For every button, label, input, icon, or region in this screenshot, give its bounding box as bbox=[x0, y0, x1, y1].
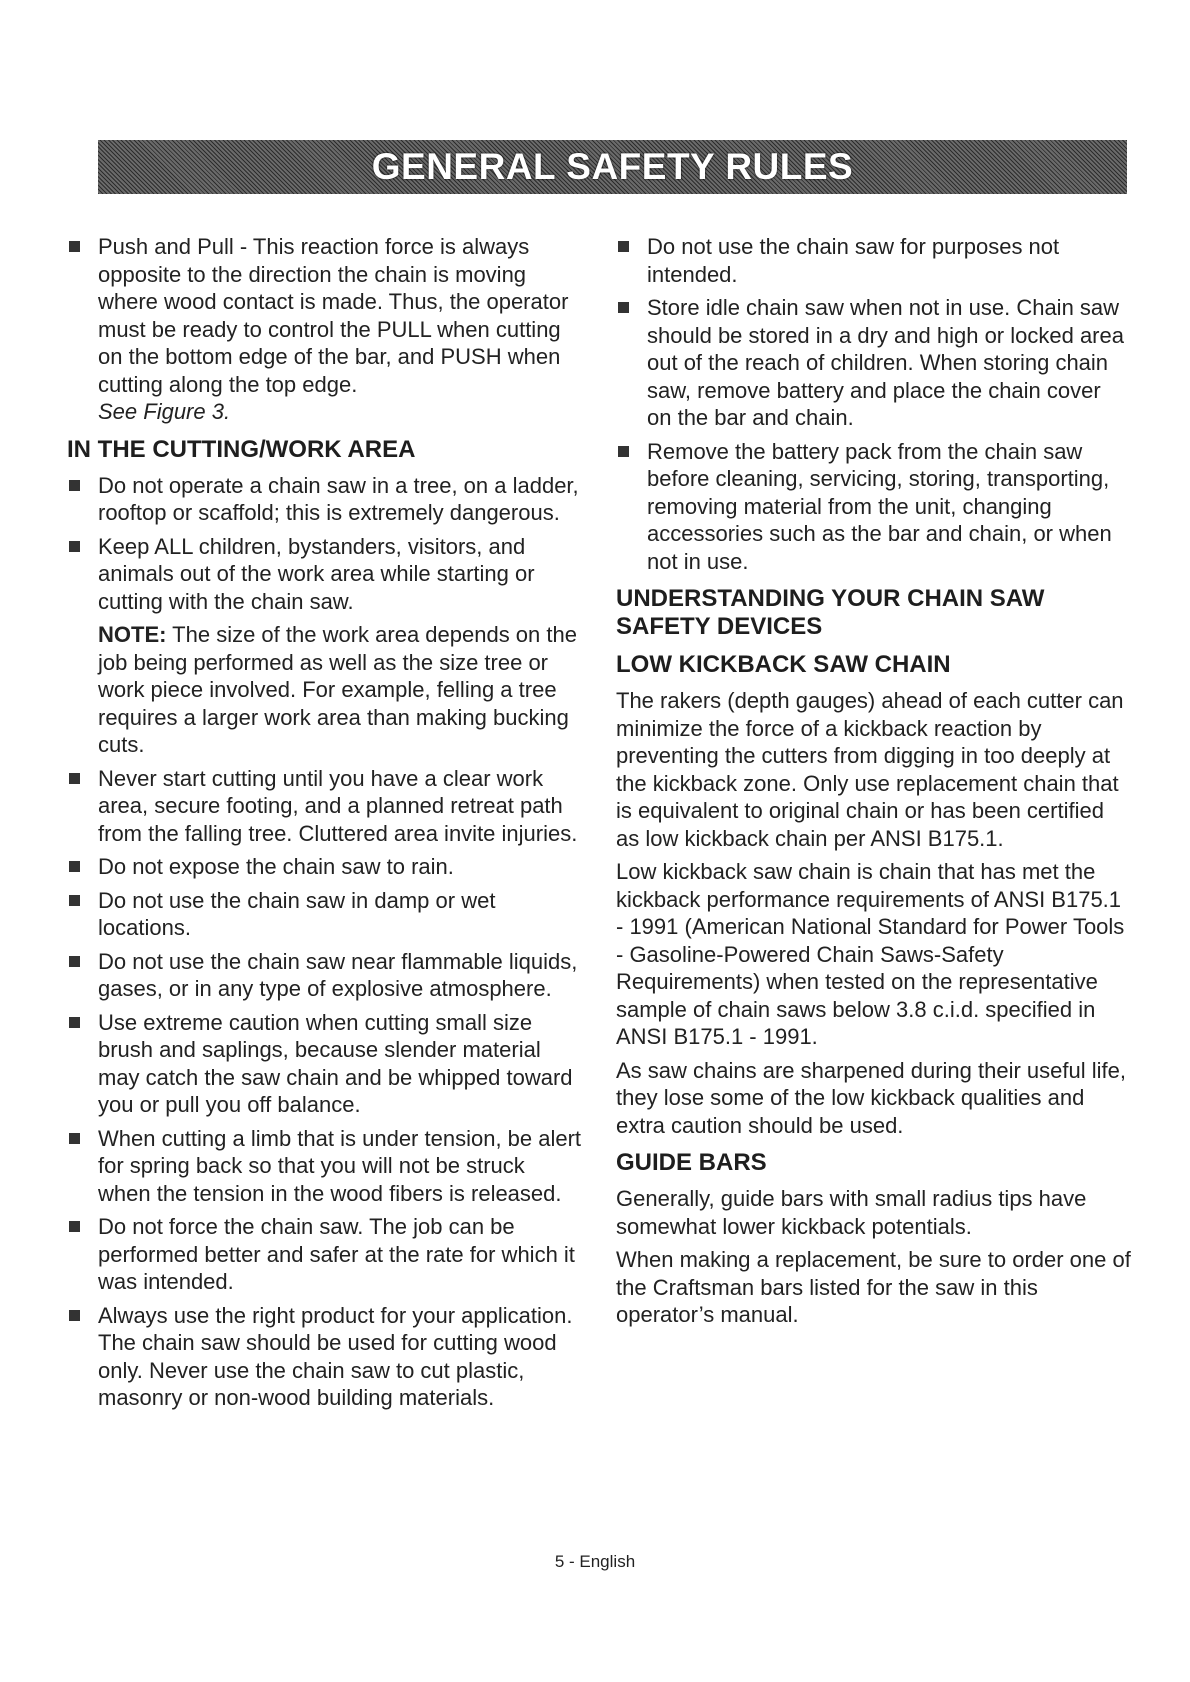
bullet-text: Do not use the chain saw near flammable liquids, gases, or in any type of explosive atmosphere. bbox=[98, 948, 578, 1001]
list-item bbox=[616, 233, 1131, 288]
figure-reference: See Figure 3. bbox=[98, 399, 231, 424]
section-heading-low-kickback: LOW KICKBACK SAW CHAIN bbox=[616, 651, 951, 678]
square-bullet-icon bbox=[69, 241, 80, 252]
bullet-text: Do not use the chain saw in damp or wet locations. bbox=[98, 887, 496, 940]
list-item bbox=[67, 472, 582, 527]
square-bullet-icon bbox=[69, 861, 80, 872]
list-item bbox=[67, 1213, 582, 1296]
bullet-text: Do not expose the chain saw to rain. bbox=[98, 854, 454, 879]
list-item bbox=[67, 1125, 582, 1208]
section-heading-guide-bars: GUIDE BARS bbox=[616, 1149, 767, 1176]
square-bullet-icon bbox=[69, 1310, 80, 1321]
paragraph: Low kickback saw chain is chain that has met the kickback performance requirements of ANSI B175.1 - 1991 (American National Standard for Power Tools - Gasoline-Powered Chain Saws-Safety Requirements) when tested on the representative sample of chain saws below 3.8 c.i.d. specified in ANSI B175.1 - 1991. bbox=[616, 859, 1125, 1049]
square-bullet-icon bbox=[69, 895, 80, 906]
list-item bbox=[67, 533, 582, 616]
list-item bbox=[67, 1009, 582, 1119]
list-item bbox=[616, 438, 1131, 576]
page-title: GENERAL SAFETY RULES bbox=[371, 146, 854, 187]
list-item bbox=[67, 853, 582, 881]
square-bullet-icon bbox=[69, 956, 80, 967]
bullet-text: Never start cutting until you have a clear work area, secure footing, and a planned retreat path from the falling tree. Cluttered area invite injuries. bbox=[98, 765, 578, 846]
square-bullet-icon bbox=[618, 446, 629, 457]
square-bullet-icon bbox=[618, 241, 629, 252]
bullet-text: Always use the right product for your application. The chain saw should be used for cutting wood only. Never use the chain saw to cut plastic, masonry or non-wood building materials. bbox=[98, 1302, 573, 1410]
paragraph: Generally, guide bars with small radius tips have somewhat lower kickback potentials. bbox=[616, 1186, 1087, 1239]
note-text: The size of the work area depends on the job being performed as well as the size tree or work piece involved. For example, felling a tree requires a larger work area than making bucking cuts. bbox=[98, 622, 577, 757]
square-bullet-icon bbox=[69, 1221, 80, 1232]
list-item bbox=[67, 1302, 582, 1412]
square-bullet-icon bbox=[69, 1133, 80, 1144]
list-item bbox=[67, 887, 582, 942]
list-item bbox=[67, 233, 582, 426]
paragraph: When making a replacement, be sure to order one of the Craftsman bars listed for the saw in this operator’s manual. bbox=[616, 1247, 1131, 1327]
bullet-text: Store idle chain saw when not in use. Chain saw should be stored in a dry and high or locked area out of the reach of children. When storing chain saw, remove battery and place the chain cover on the bar and chain. bbox=[647, 295, 1124, 430]
list-item bbox=[616, 294, 1131, 432]
note-label: NOTE: bbox=[98, 622, 167, 647]
paragraph: The rakers (depth gauges) ahead of each cutter can minimize the force of a kickback reaction by preventing the cutters from digging in too deeply at the kickback zone. Only use replacement chain that is equivalent to original chain or has been certified as low kickback chain per ANSI B175.1. bbox=[616, 688, 1124, 851]
bullet-text: When cutting a limb that is under tension, be alert for spring back so that you will not be struck when the tension in the wood fibers is released. bbox=[98, 1125, 582, 1206]
square-bullet-icon bbox=[69, 541, 80, 552]
bullet-text: Push and Pull - This reaction force is always opposite to the direction the chain is moving where wood contact is made. Thus, the operator must be ready to control the PULL when cutting on the bottom edge of the bar, and PUSH when cutting along the top edge. bbox=[98, 234, 569, 397]
note-paragraph bbox=[67, 621, 582, 759]
bullet-text: Do not operate a chain saw in a tree, on a ladder, rooftop or scaffold; this is extremely dangerous. bbox=[98, 472, 579, 525]
list-item bbox=[67, 765, 582, 848]
bullet-text: Use extreme caution when cutting small size brush and saplings, because slender material may catch the saw chain and be whipped toward you or pull you off balance. bbox=[98, 1009, 573, 1117]
bullet-text: Do not force the chain saw. The job can be performed better and safer at the rate for which it was intended. bbox=[98, 1214, 575, 1294]
square-bullet-icon bbox=[69, 480, 80, 491]
section-heading-cutting-area: IN THE CUTTING/WORK AREA bbox=[67, 435, 416, 463]
left-column bbox=[67, 233, 582, 1418]
list-item bbox=[67, 948, 582, 1003]
square-bullet-icon bbox=[618, 302, 629, 313]
square-bullet-icon bbox=[69, 773, 80, 784]
right-column bbox=[616, 233, 1131, 1335]
bullet-text: Do not use the chain saw for purposes not intended. bbox=[647, 234, 1060, 287]
paragraph: As saw chains are sharpened during their useful life, they lose some of the low kickback qualities and extra caution should be used. bbox=[616, 1057, 1126, 1138]
section-banner bbox=[98, 140, 1127, 194]
bullet-text: Remove the battery pack from the chain saw before cleaning, servicing, storing, transporting, removing material from the unit, changing accessories such as the bar and chain, or when not in use. bbox=[647, 438, 1112, 574]
page-footer: 5 - English bbox=[554, 1552, 636, 1571]
section-heading-safety-devices: UNDERSTANDING YOUR CHAIN SAW SAFETY DEVICES bbox=[616, 585, 1045, 640]
square-bullet-icon bbox=[69, 1017, 80, 1028]
bullet-text: Keep ALL children, bystanders, visitors, and animals out of the work area while starting or cutting with the chain saw. bbox=[98, 533, 535, 614]
